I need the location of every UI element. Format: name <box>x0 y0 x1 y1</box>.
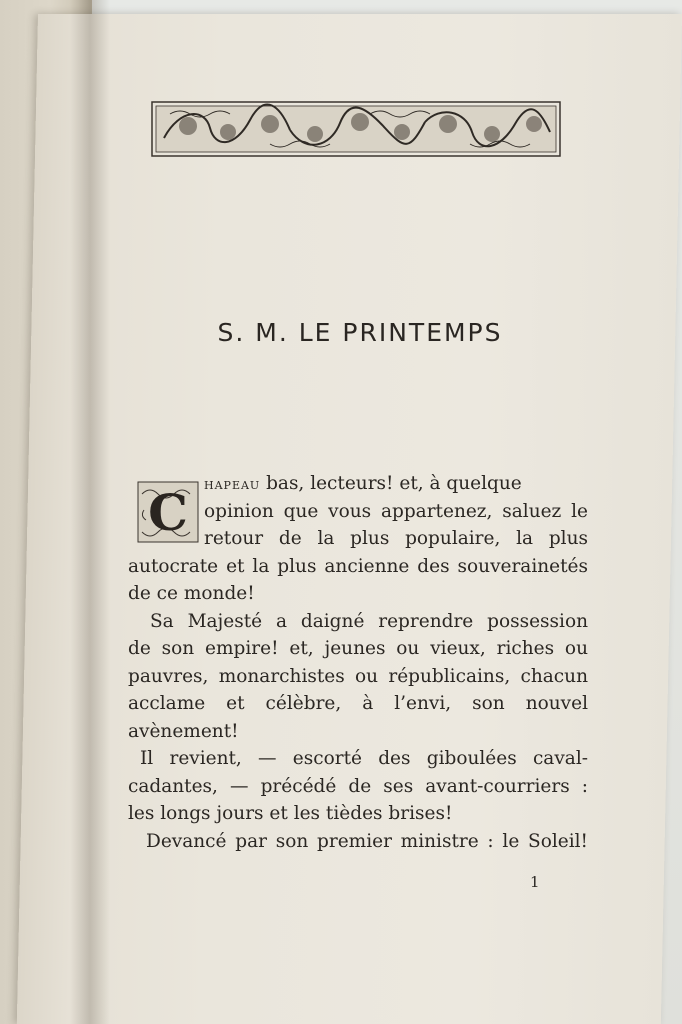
text-line: Il revient, — escorté des giboulées caval- <box>140 748 588 769</box>
text-line: acclame et célèbre, à l’envi, son nouvel <box>128 693 588 714</box>
body-text <box>128 470 588 855</box>
text-line: retour de la plus populaire, la plus <box>204 528 588 549</box>
page-number: 1 <box>530 873 540 891</box>
text-line <box>128 470 588 498</box>
text-line: avènement! <box>128 720 239 742</box>
text-line: les longs jours et les tièdes brises! <box>128 803 453 824</box>
gutter-shadow <box>70 0 110 1024</box>
text-line: Sa Majesté a daigné reprendre possession <box>150 610 588 632</box>
dropcap-letter: C <box>148 483 188 542</box>
text-line: de son empire! et, jeunes ou vieux, riches ou <box>128 638 588 659</box>
text-line: pauvres, monarchistes ou républicains, chacun <box>128 665 588 687</box>
text-line: autocrate et la plus ancienne des souverainetés <box>128 555 588 577</box>
text-line: cadantes, — précédé de ses avant-courriers : <box>128 775 588 797</box>
text-line: opinion que vous appartenez, saluez le <box>204 500 588 522</box>
chapter-title: S. M. LE PRINTEMPS <box>217 318 503 347</box>
ornamental-headpiece <box>150 98 562 160</box>
text-line: de ce monde! <box>128 583 255 604</box>
text-line-rest: bas, lecteurs! et, à quelque <box>260 473 522 494</box>
text-line: Devancé par son premier ministre : le Soleil! <box>146 830 588 852</box>
smallcaps-word: hapeau <box>204 475 261 493</box>
